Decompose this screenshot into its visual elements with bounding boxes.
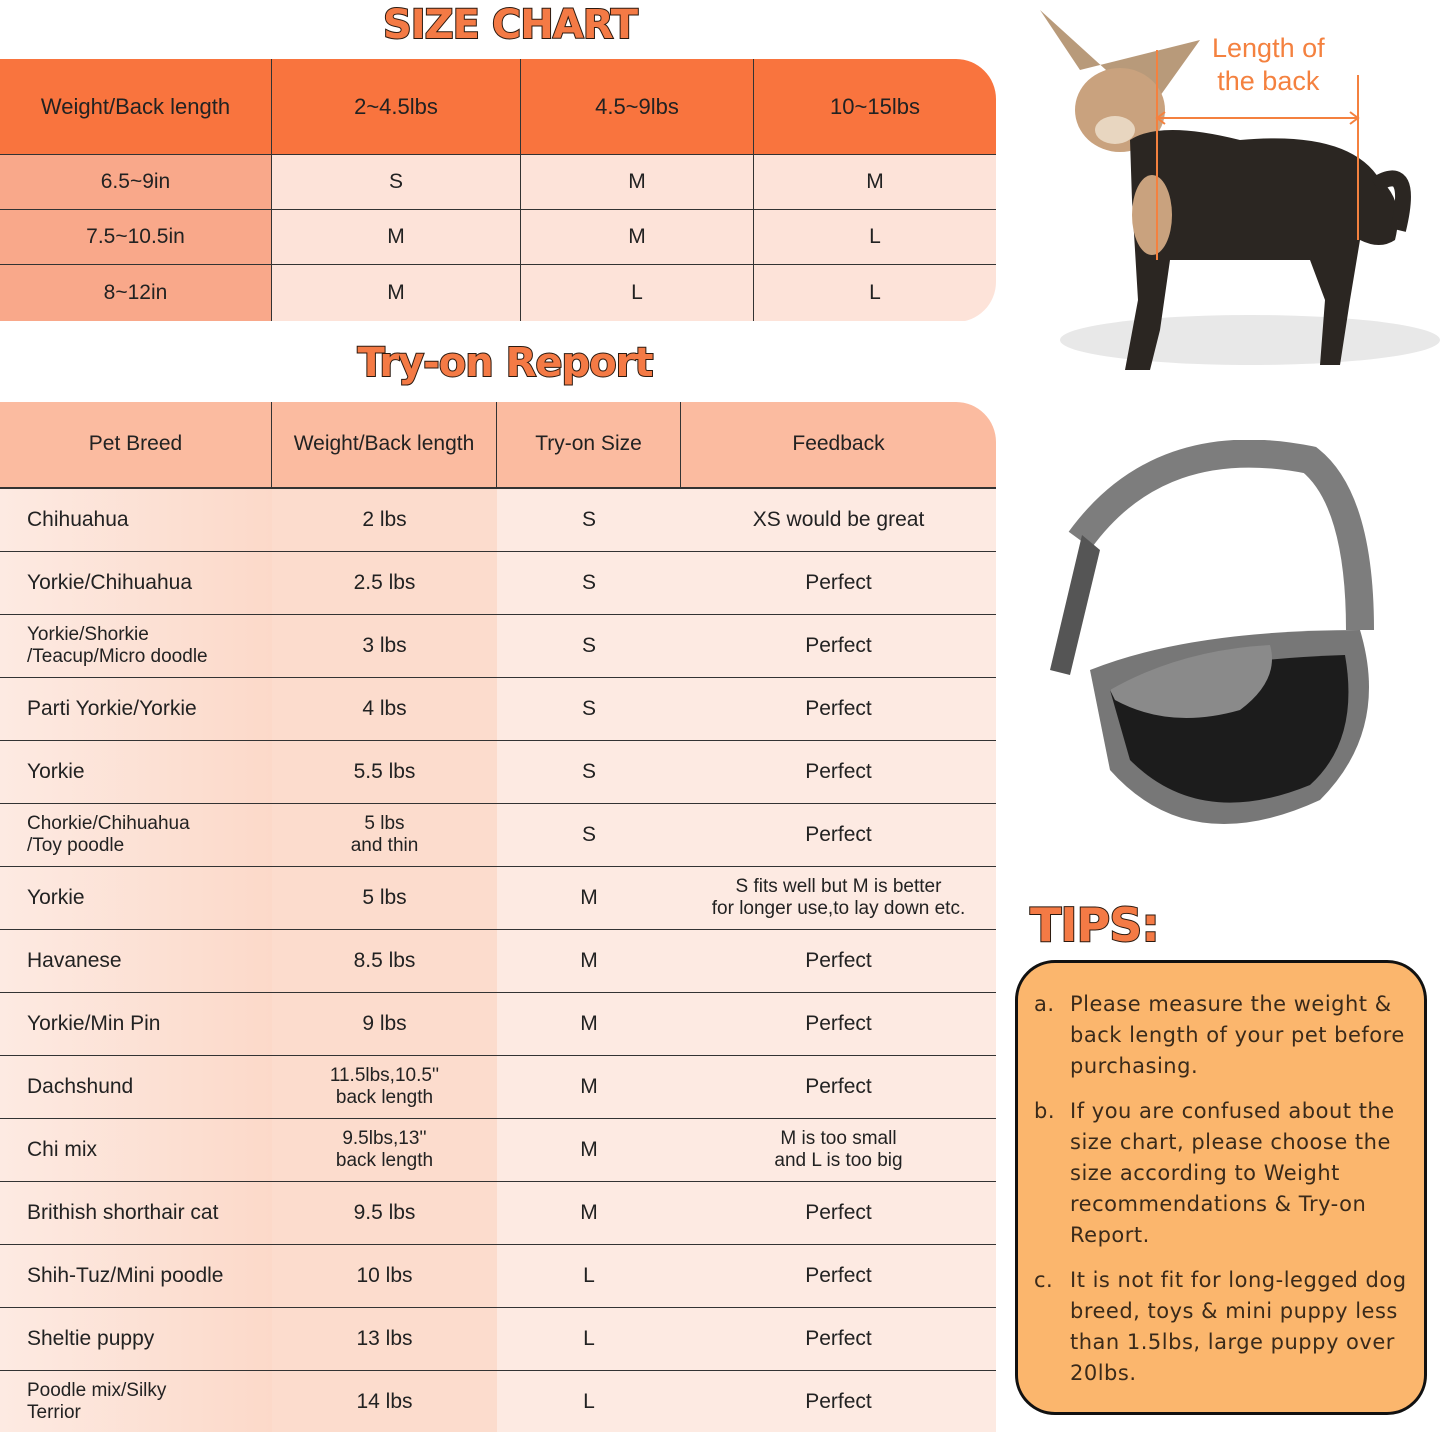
tryon-cell: Havanese	[0, 930, 272, 992]
tryon-cell: Perfect	[681, 1182, 996, 1244]
tryon-cell: M	[497, 1056, 681, 1118]
tryon-cell: M	[497, 1182, 681, 1244]
tip-text: It is not fit for long-legged dog breed, toys & mini puppy less than 1.5lbs, large puppy over 20lbs.	[1070, 1268, 1407, 1385]
tryon-cell: 9.5 lbs	[272, 1182, 497, 1244]
tryon-cell: 5 lbs and thin	[272, 804, 497, 866]
tryon-row	[0, 678, 996, 741]
tryon-cell: S	[497, 804, 681, 866]
tryon-cell: Dachshund	[0, 1056, 272, 1118]
tip-label: b.	[1034, 1099, 1056, 1123]
size-chart-cell: M	[272, 265, 521, 321]
tryon-cell: Yorkie/Min Pin	[0, 993, 272, 1055]
tryon-cell: 13 lbs	[272, 1308, 497, 1370]
tryon-cell: 14 lbs	[272, 1371, 497, 1432]
tryon-cell: 9.5lbs,13'' back length	[272, 1119, 497, 1181]
tryon-cell: Perfect	[681, 1308, 996, 1370]
tryon-cell: Perfect	[681, 615, 996, 677]
tryon-cell: 5.5 lbs	[272, 741, 497, 803]
tryon-header-cell: Weight/Back length	[272, 402, 497, 487]
back-length-label: Length of the back	[1212, 33, 1325, 96]
tryon-cell: Brithish shorthair cat	[0, 1182, 272, 1244]
tryon-row	[0, 993, 996, 1056]
size-chart-row	[0, 210, 996, 265]
size-chart-cell: 7.5~10.5in	[0, 210, 272, 264]
pet-sling-bag-image	[1040, 440, 1390, 860]
tryon-row	[0, 867, 996, 930]
tryon-cell: Chihuahua	[0, 489, 272, 551]
tryon-cell: 3 lbs	[272, 615, 497, 677]
tryon-cell: Perfect	[681, 741, 996, 803]
tryon-cell: L	[497, 1308, 681, 1370]
tryon-report-table	[0, 402, 996, 1432]
tryon-cell: Perfect	[681, 1056, 996, 1118]
tryon-cell: Yorkie/Shorkie /Teacup/Micro doodle	[0, 615, 272, 677]
tryon-cell: S fits well but M is better for longer use,to lay down etc.	[681, 867, 996, 929]
tryon-cell: 8.5 lbs	[272, 930, 497, 992]
tryon-cell: Yorkie	[0, 867, 272, 929]
size-chart-header-row	[0, 59, 996, 155]
tip-item	[1034, 989, 1410, 1082]
tryon-cell: 9 lbs	[272, 993, 497, 1055]
tryon-cell: L	[497, 1245, 681, 1307]
tryon-cell: 10 lbs	[272, 1245, 497, 1307]
tryon-cell: M is too small and L is too big	[681, 1119, 996, 1181]
tryon-cell: 11.5lbs,10.5'' back length	[272, 1056, 497, 1118]
tryon-cell: 5 lbs	[272, 867, 497, 929]
tryon-cell: Perfect	[681, 552, 996, 614]
size-chart-header-cell: 4.5~9lbs	[521, 59, 754, 154]
size-chart-header-cell: 10~15lbs	[830, 93, 920, 119]
size-chart-title: SIZE CHART	[382, 2, 638, 48]
tryon-cell: L	[497, 1371, 681, 1432]
size-chart-header-cell: Weight/Back length	[0, 59, 272, 154]
size-chart-cell: M	[754, 155, 996, 209]
tryon-cell: S	[497, 489, 681, 551]
tryon-cell: 2.5 lbs	[272, 552, 497, 614]
tryon-row	[0, 1245, 996, 1308]
tryon-cell: S	[497, 552, 681, 614]
tryon-cell: M	[497, 993, 681, 1055]
size-chart-header-cell: 2~4.5lbs	[272, 59, 521, 154]
size-chart-row	[0, 155, 996, 210]
tryon-header-cell: Try-on Size	[497, 402, 681, 487]
tryon-row	[0, 552, 996, 615]
tryon-cell: XS would be great	[681, 489, 996, 551]
tryon-cell: Yorkie	[0, 741, 272, 803]
size-chart-cell: M	[521, 210, 754, 264]
size-chart-cell: L	[521, 265, 754, 321]
tip-text: If you are confused about the size chart, please choose the size according to Weight recommendations & Try-on Report.	[1070, 1099, 1395, 1247]
tryon-row	[0, 615, 996, 678]
tip-label: a.	[1034, 992, 1055, 1016]
tryon-cell: Parti Yorkie/Yorkie	[0, 678, 272, 740]
size-chart-cell: 8~12in	[0, 265, 272, 321]
tip-text: Please measure the weight & back length of your pet before purchasing.	[1070, 992, 1405, 1078]
tryon-cell: M	[497, 867, 681, 929]
tryon-cell: Sheltie puppy	[0, 1308, 272, 1370]
tryon-header-row	[0, 402, 996, 489]
tips-box	[1015, 960, 1427, 1415]
tip-label: c.	[1034, 1268, 1054, 1292]
tryon-cell: 2 lbs	[272, 489, 497, 551]
tryon-cell: M	[497, 1119, 681, 1181]
tryon-report-title: Try-on Report	[357, 340, 653, 386]
tryon-header-cell: Feedback	[792, 432, 885, 456]
tryon-cell: Perfect	[681, 993, 996, 1055]
tryon-cell: Chi mix	[0, 1119, 272, 1181]
tryon-cell: S	[497, 678, 681, 740]
size-chart-cell: S	[272, 155, 521, 209]
tryon-cell: Shih-Tuz/Mini poodle	[0, 1245, 272, 1307]
size-chart-cell: L	[754, 210, 996, 264]
tryon-cell: Yorkie/Chihuahua	[0, 552, 272, 614]
tryon-row	[0, 1308, 996, 1371]
size-chart-row	[0, 265, 996, 321]
tryon-cell: 4 lbs	[272, 678, 497, 740]
tryon-row	[0, 804, 996, 867]
tryon-row	[0, 1119, 996, 1182]
tryon-cell: S	[497, 615, 681, 677]
tryon-cell: M	[497, 930, 681, 992]
tryon-cell: Perfect	[681, 1245, 996, 1307]
size-chart-cell: M	[272, 210, 521, 264]
tryon-row	[0, 1056, 996, 1119]
tryon-cell: Perfect	[681, 930, 996, 992]
tryon-cell: S	[497, 741, 681, 803]
tryon-row	[0, 1371, 996, 1432]
tip-item	[1034, 1096, 1410, 1251]
size-chart-table	[0, 59, 996, 322]
tryon-cell: Perfect	[681, 1371, 996, 1432]
tryon-header-cell: Pet Breed	[0, 402, 272, 487]
tryon-cell: Poodle mix/Silky Terrior	[0, 1371, 272, 1432]
size-chart-cell: 6.5~9in	[0, 155, 272, 209]
tryon-row	[0, 489, 996, 552]
size-chart-cell: M	[521, 155, 754, 209]
tip-item	[1034, 1265, 1410, 1389]
tips-title: TIPS:	[1030, 898, 1159, 952]
tryon-row	[0, 741, 996, 804]
size-chart-cell: L	[754, 265, 996, 321]
tryon-cell: Chorkie/Chihuahua /Toy poodle	[0, 804, 272, 866]
tryon-cell: Perfect	[681, 678, 996, 740]
tryon-row	[0, 930, 996, 993]
tryon-row	[0, 1182, 996, 1245]
tryon-cell: Perfect	[681, 804, 996, 866]
